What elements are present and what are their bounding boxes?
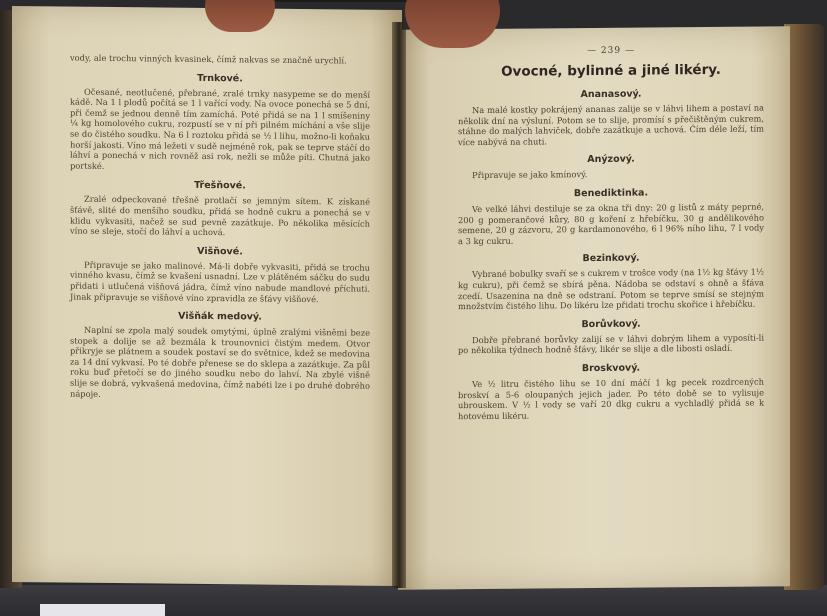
finger-left	[205, 0, 275, 32]
running-head-page-number: — 239 —	[587, 45, 635, 57]
holding-hand	[195, 0, 495, 40]
section-text: Zralé odpeckované třešně protlačí se jemným sítem. K získané šťávě, slité do menšího soudku, přidá se hodně cukru a ponechá se v klidu vykvasiti, načež se sud pevně zazátkuje. Po několika měsících víno se sleje, stočí do láhví a uchová.	[70, 194, 370, 238]
section-text: Vybrané bobulky svaří se s cukrem v trošce vody (na 1½ kg šťávy 1½ kg cukru), při čemž se sbírá pěna. Nádoba se odstaví s ohně a šťáva zcedí. Usazenina na dně se odstraní. Potom se teprve smísí se stejným množstvím čistého lihu. Do likéru lze přidati trochu skořice i hřebíčku.	[458, 266, 764, 312]
section-heading: Benediktinka.	[573, 187, 649, 200]
left-intro-text: vody, ale trochu vinných kvasinek, čímž nakvas se značně urychlí.	[70, 52, 347, 66]
right-page-column	[458, 45, 764, 422]
section-text: Ve ½ litru čistého lihu se 10 dní máčí 1 kg pecek rozdrcených broskví a 5-6 oloupaných jejich jader. Po této době se to vylisuje ubrouskem. V ½ l vody se vaří 20 dkg cukru a vychladlý přidá se k hotovému likéru.	[458, 376, 764, 421]
paper-strip	[40, 604, 165, 616]
section-text: Dobře přebrané borůvky zalijí se v láhvi dobrým lihem a vyposíti-li po několika týdnech hodně šťávy, likér se slije a dle libosti osladí.	[458, 332, 764, 356]
book-gutter	[392, 22, 406, 588]
section-heading: Broskvový.	[581, 362, 641, 375]
right-page	[398, 26, 790, 589]
section-heading: Bezinkový.	[582, 252, 640, 265]
section-heading: Borůvkový.	[581, 318, 641, 330]
section-text: Naplní se zpola malý soudek omytými, úplně zralými višněmi beze stopek a dolije se až bezmála k trounovnici čistým medem. Otvor přikryje se plátnem a soudek postaví se do světnice, kdež se medovina za 14 dní vykvasí. Po té dobře přenese se do sklepa a zazátkuje. Za půl roku buď přetočí se do jiného soudku nebo do lahví. Na zbylé višně slije se dobrá, vykvašená medovina, čímž nabéti lze i po druhé dobrého nápoje.	[70, 324, 370, 399]
section-heading: Trnkové.	[197, 72, 243, 84]
section-text: Připravuje se jako malinové. Má-li dobře vykvasiti, přidá se trochu vinného kvasu, čímž se kvašení usnadní. Lze v plátěném sáčku do sudu přidati i utlučená višňová jádra, čímž víno nabude mandlové příchuti. Jinak připravuje se višňové víno zpravidla ze šťávy višňové.	[70, 259, 370, 304]
section-heading: Anýzový.	[587, 154, 635, 166]
left-page	[12, 6, 402, 586]
chapter-title: Ovocné, bylinné a jiné likéry.	[501, 61, 721, 80]
section-heading: Višňové.	[197, 245, 243, 258]
section-text: Na malé kostky pokrájený ananas zalije se v láhvi lihem a postaví na několik dní na výsluní. Potom se to slije, promísí s přečištěným cukrem, stáhne do malých lahviček, dobře zazátkuje a uchová. Čím déle leží, tím více nabývá na chuti.	[458, 102, 764, 147]
section-heading: Třešňové.	[194, 180, 246, 192]
book-cover-right	[784, 24, 824, 590]
section-heading: Višňák medový.	[178, 310, 262, 323]
section-text: Očesané, neotlučené, přebrané, zralé trnky nasypeme se do menší kádě. Na 1 l plodů počítá se 1 l vařící vody. Na ovoce ponechá se 5 dní, při čemž se jednou denně tím zamíchá. Poté přidá se na 1 l smíšeniny ¼ kg homolového cukru, rozpustí se v ní při pilném míchání a vše slije se do čistého soudku. Na 6 l roztoku přidá se ½ l lihu, možno-li koňaku horší jakosti. Víno má ležeti v sudě nejméně rok, pak se teprve stáčí do láhví a ponechá v nich rovněž asi rok, nežli se může píti. Chutná jako portské.	[70, 86, 370, 171]
section-text: Připravuje se jako kmínový.	[472, 169, 588, 181]
section-heading: Ananasový.	[580, 88, 642, 101]
shadow-band	[265, 0, 425, 2]
left-page-column	[70, 53, 370, 402]
section-text: Ve velké láhvi destiluje se za okna tři dny: 20 g listů z máty peprné, 200 g pomerančové kůry, 80 g koření z hřebíčku, 30 g andělikového semene, 20 g zázvoru, 20 g kardamonového, 6 l 96% ního lihu, 7 l vody a 3 kg cukru.	[458, 201, 764, 246]
